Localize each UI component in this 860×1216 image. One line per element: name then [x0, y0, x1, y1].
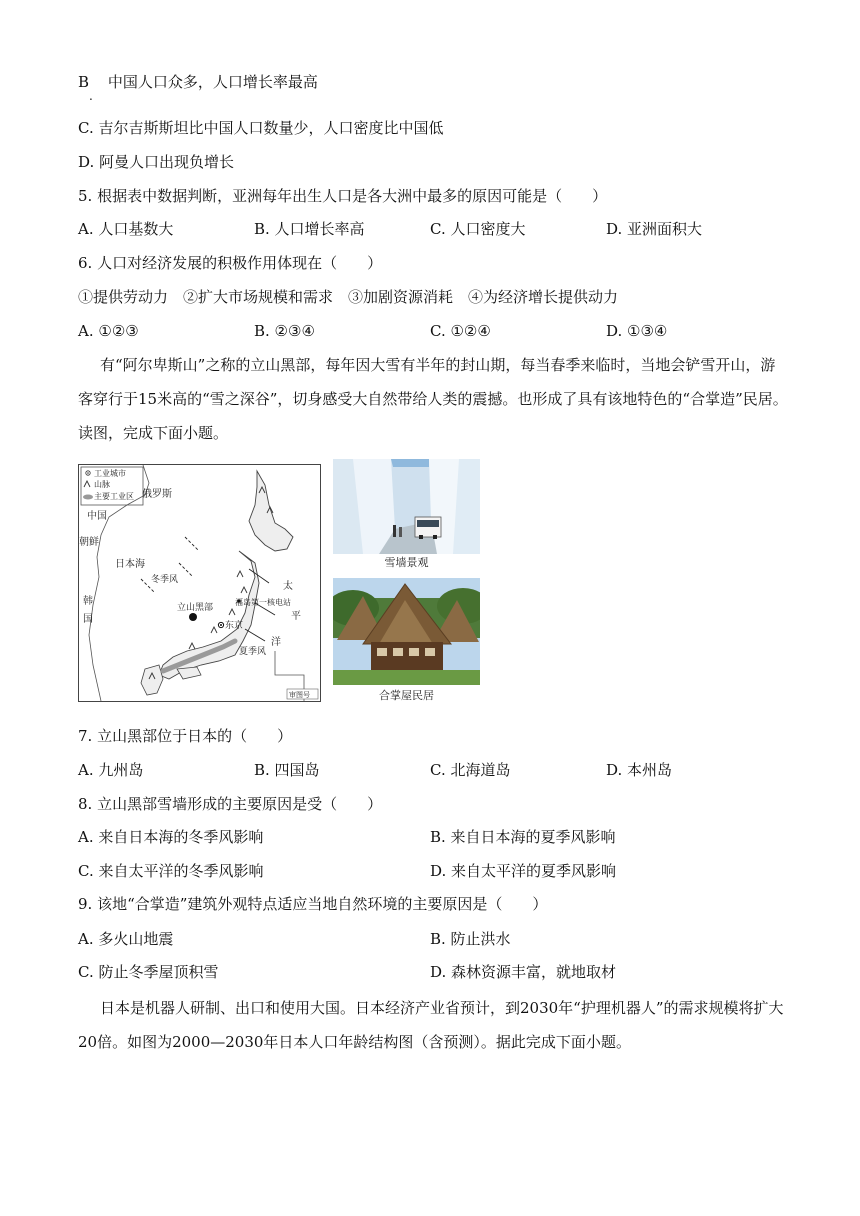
q6-stem: 6. 人口对经济发展的积极作用体现在（ ） [78, 254, 383, 272]
q9-option-a: A. 多火山地震 [78, 930, 174, 948]
legend-industrial-zone: 主要工业区 [94, 492, 134, 501]
q8-option-d: D. 来自太平洋的夏季风影响 [430, 862, 617, 880]
label-fukushima: 福岛第一核电站 [235, 598, 291, 607]
snow-wall-photo [333, 459, 480, 554]
q5-stem: 5. 根据表中数据判断，亚洲每年出生人口是各大洲中最多的原因可能是（ ） [78, 187, 608, 205]
q5-option-b: B. 人口增长率高 [254, 220, 365, 238]
gassho-house-image [333, 578, 480, 685]
gassho-house-photo [333, 578, 480, 685]
q5-option-a: A. 人口基数大 [78, 220, 174, 238]
japan-map [78, 464, 321, 702]
label-pacific-2: 平 [291, 611, 301, 622]
legend-mountains: 山脉 [94, 480, 110, 489]
passage-tateyama-text: 有“阿尔卑斯山”之称的立山黑部，每年因大雪有半年的封山期，每当春季来临时，当地会铲雪开山，游客穿行于15米高的“雪之深谷”，切身感受大自然带给人类的震撼。也形成了具有该地特色的“合掌造”民居。读图，完成下面小题。 [78, 356, 788, 442]
passage-robots [78, 991, 790, 1059]
label-pacific-1: 太 [283, 581, 293, 592]
q9-option-d: D. 森林资源丰富，就地取材 [430, 963, 617, 981]
q4-option-d: D. 阿曼人口出现负增长 [78, 153, 235, 171]
q7-option-b: B. 四国岛 [254, 761, 320, 779]
q9-option-b: B. 防止洪水 [430, 930, 511, 948]
passage-tateyama [78, 348, 790, 450]
label-winter-monsoon: 冬季风 [151, 575, 179, 585]
label-tokyo: 东京 [225, 621, 244, 631]
label-sea-of-japan: 日本海 [115, 559, 145, 570]
label-summer-monsoon: 夏季风 [239, 647, 267, 657]
q6-option-a: A. ①②③ [78, 322, 139, 340]
label-south-korea: 韩国 [83, 596, 93, 625]
q8-option-c: C. 来自太平洋的冬季风影响 [78, 862, 264, 880]
q4-option-b-text: 中国人口众多，人口增长率最高 [107, 73, 318, 91]
caption-gassho-house: 合掌屋民居 [379, 689, 434, 702]
q7-stem: 7. 立山黑部位于日本的（ ） [78, 727, 293, 745]
label-china: 中国 [87, 511, 107, 522]
q6-items: ①提供劳动力 ②扩大市场规模和需求 ③加剧资源消耗 ④为经济增长提供动力 [78, 288, 619, 306]
q9-option-c: C. 防止冬季屋顶积雪 [78, 963, 219, 981]
label-north-korea: 朝鲜 [79, 537, 99, 548]
q6-option-b: B. ②③④ [254, 322, 315, 340]
q8-option-a: A. 来自日本海的冬季风影响 [78, 828, 264, 846]
q5-option-d: D. 亚洲面积大 [606, 220, 703, 238]
q4-option-c: C. 吉尔吉斯斯坦比中国人口数量少，人口密度比中国低 [78, 119, 444, 137]
map-stamp: 审图号 [289, 691, 310, 699]
q5-option-c: C. 人口密度大 [430, 220, 526, 238]
q4-option-b: B . 中国人口众多，人口增长率最高 [78, 73, 318, 103]
label-tateyama: 立山黑部 [177, 603, 214, 613]
q7-option-c: C. 北海道岛 [430, 761, 511, 779]
passage-robots-text: 日本是机器人研制、出口和使用大国。日本经济产业省预计，到2030年“护理机器人”的需求规模将扩大20倍。如图为2000—2030年日本人口年龄结构图（含预测）。据此完成下面小题。 [78, 999, 784, 1051]
label-russia: 俄罗斯 [142, 489, 172, 500]
q8-stem: 8. 立山黑部雪墙形成的主要原因是受（ ） [78, 795, 383, 813]
q7-option-d: D. 本州岛 [606, 761, 673, 779]
q6-option-c: C. ①②④ [430, 322, 491, 340]
q8-option-b: B. 来自日本海的夏季风影响 [430, 828, 616, 846]
q6-option-d: D. ①③④ [606, 322, 668, 340]
q4-option-b-letter: B [78, 73, 90, 91]
q7-option-a: A. 九州岛 [78, 761, 144, 779]
caption-snow-wall: 雪墙景观 [384, 556, 429, 569]
label-pacific-3: 洋 [271, 637, 281, 648]
legend-industrial-city: 工业城市 [94, 469, 126, 478]
snow-wall-image [333, 459, 480, 554]
q9-stem: 9. 该地“合掌造”建筑外观特点适应当地自然环境的主要原因是（ ） [78, 895, 548, 913]
